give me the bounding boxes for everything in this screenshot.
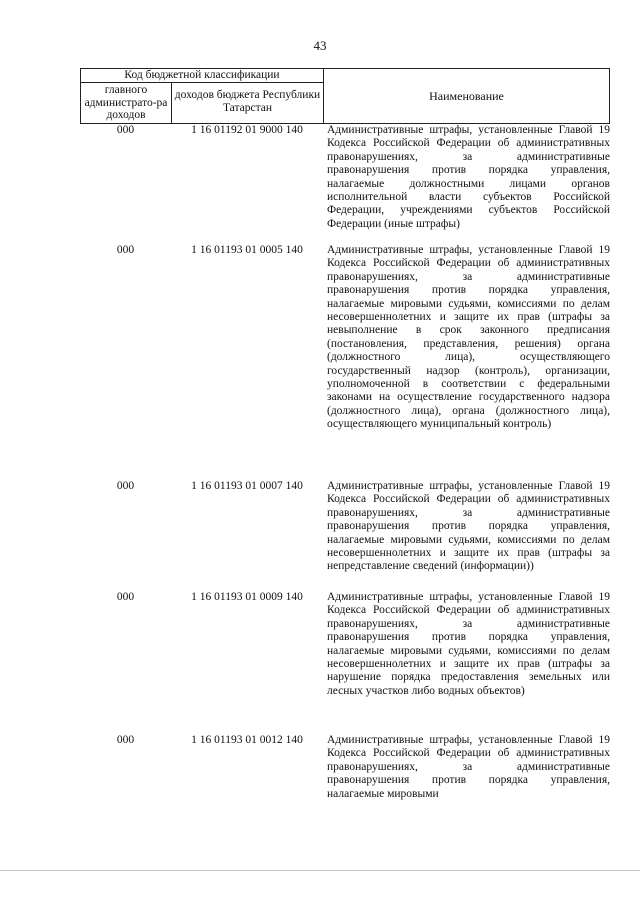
header-group-label: Код бюджетной классификации [81,69,324,83]
header-name-column: Наименование [429,89,504,103]
name-cell: Административные штрафы, установленные Главой 19 Кодекса Российской Федерации об административных правонарушениях, за административные правонарушения против порядка управления, налагаемые мировыми судьями, комиссиями по делам несовершеннолетних и защите их прав (штрафы за непредставление сведений (информации)) [327,480,610,573]
table-row [80,244,610,480]
table-row [80,480,610,591]
admin-code-cell: 000 [116,734,135,746]
income-code-cell: 1 16 01192 01 9000 140 [191,124,303,136]
admin-code-cell: 000 [116,480,135,492]
name-cell: Административные штрафы, установленные Главой 19 Кодекса Российской Федерации об административных правонарушениях, за административные правонарушения против порядка управления, налагаемые мировыми [327,734,610,800]
table-body [80,124,610,814]
table-row [80,734,610,814]
name-cell: Административные штрафы, установленные Главой 19 Кодекса Российской Федерации об административных правонарушениях, за административные правонарушения против порядка управления, налагаемые мировыми судьями, комиссиями по делам несовершеннолетних и защите их прав (штрафы за нарушение порядка предоставления земельных или лесных участков либо водных объектов) [327,591,610,697]
admin-code-cell: 000 [116,244,135,256]
name-cell: Административные штрафы, установленные Главой 19 Кодекса Российской Федерации об административных правонарушениях, за административные правонарушения против порядка управления, налагаемые должностными лицами органов исполнительной власти субъектов Российской Федерации, учреждениями субъектов Российской Федерации (иные штрафы) [327,124,610,230]
table-header [80,68,610,124]
income-code-cell: 1 16 01193 01 0009 140 [191,591,303,603]
income-code-cell: 1 16 01193 01 0007 140 [191,480,303,492]
table-row [80,591,610,734]
name-cell: Административные штрафы, установленные Главой 19 Кодекса Российской Федерации об административных правонарушениях, за административные правонарушения против порядка управления, налагаемые мировыми судьями, комиссиями по делам несовершеннолетних и защите их прав (штрафы за невыполнение в срок законного предписания (постановления, представления, решения) органа (должностного лица), осуществляющего государственный надзор (контроль), организации, уполномоченной в соответствии с федеральными законами на осуществление государственного надзора (должностного лица), органа (должностного лица), осуществляющего муниципальный контроль) [327,244,610,431]
page-edge-line [0,870,640,871]
header-admin-column: главного администрато-ра доходов [81,83,172,123]
income-code-cell: 1 16 01193 01 0012 140 [191,734,303,746]
income-code-cell: 1 16 01193 01 0005 140 [191,244,303,256]
budget-classification-table [80,68,610,814]
header-income-column: доходов бюджета Республики Татарстан [172,83,324,123]
table-row [80,124,610,244]
admin-code-cell: 000 [116,124,135,136]
admin-code-cell: 000 [116,591,135,603]
page-number: 43 [313,38,327,53]
